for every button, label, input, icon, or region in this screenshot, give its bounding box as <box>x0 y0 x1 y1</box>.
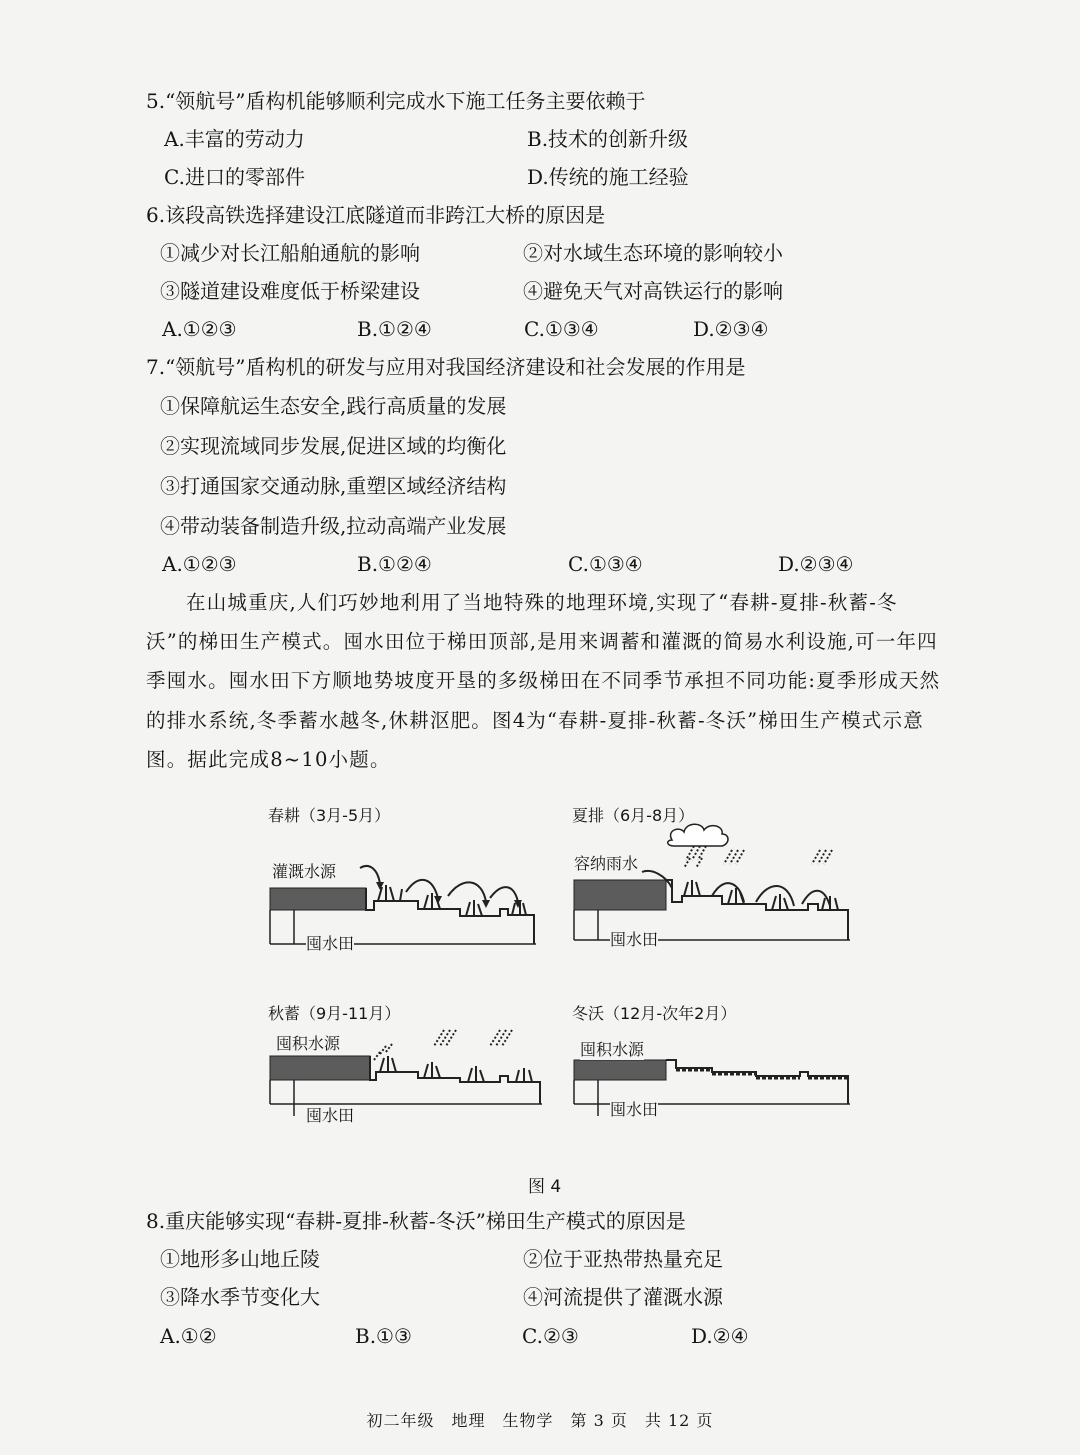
q6-statement-1: ①减少对长江船舶通航的影响 <box>160 241 420 265</box>
q7-option-d: D.②③④ <box>778 552 854 576</box>
q7-statement-4: ④带动装备制造升级,拉动高端产业发展 <box>160 514 507 538</box>
spring-title: 春耕（3月-5月） <box>268 806 391 825</box>
q5-option-c: C.进口的零部件 <box>164 165 305 189</box>
q7-option-a: A.①②③ <box>162 552 237 576</box>
winter-field-label: 囤水田 <box>610 1100 659 1119</box>
q8-statement-4: ④河流提供了灌溉水源 <box>523 1285 723 1309</box>
page-footer: 初二年级 地理 生物学 第 3 页 共 12 页 <box>366 1411 714 1430</box>
q6-option-b: B.①②④ <box>357 317 432 341</box>
passage-text: 在山城重庆,人们巧妙地利用了当地特殊的地理环境,实现了“春耕-夏排-秋蓄-冬沃”的梯田生产模式。囤水田位于梯田顶部,是用来调蓄和灌溉的简易水利设施,可一年四季囤水。囤水田下方顺地势坡度开垦的多级梯田在不同季节承担不同功能:夏季形成天然的排水系统,冬季蓄水越冬,休耕沤肥。图4为“春耕-夏排-秋蓄-冬沃”梯田生产模式示意图。据此完成8~10小题。 <box>146 591 941 771</box>
winter-title: 冬沃（12月-次年2月） <box>572 1004 737 1023</box>
diagram-autumn <box>268 1004 548 1124</box>
summer-title: 夏排（6月-8月） <box>572 806 695 825</box>
autumn-water-label: 囤积水源 <box>276 1034 341 1053</box>
q7-option-b: B.①②④ <box>357 552 432 576</box>
diagram-spring <box>268 806 548 956</box>
q6-statement-2: ②对水域生态环境的影响较小 <box>523 241 783 265</box>
q7-statement-3: ③打通国家交通动脉,重塑区域经济结构 <box>160 474 507 498</box>
winter-water-label: 囤积水源 <box>580 1040 645 1059</box>
q8-option-b: B.①③ <box>355 1324 412 1348</box>
q7-statement-1: ①保障航运生态安全,践行高质量的发展 <box>160 394 507 418</box>
q8-statement-1: ①地形多山地丘陵 <box>160 1247 320 1271</box>
passage <box>146 583 946 779</box>
q7-statement-2: ②实现流域同步发展,促进区域的均衡化 <box>160 434 507 458</box>
figure-caption: 图 4 <box>528 1177 562 1197</box>
q6-statement-3: ③隧道建设难度低于桥梁建设 <box>160 279 420 303</box>
q7-stem: 7.“领航号”盾构机的研发与应用对我国经济建设和社会发展的作用是 <box>146 355 746 379</box>
q5-option-d: D.传统的施工经验 <box>527 165 689 189</box>
q6-stem: 6.该段高铁选择建设江底隧道而非跨江大桥的原因是 <box>146 203 606 227</box>
autumn-field-label: 囤水田 <box>306 1106 355 1125</box>
q8-option-d: D.②④ <box>691 1324 749 1348</box>
q5-option-b: B.技术的创新升级 <box>527 127 689 151</box>
autumn-title: 秋蓄（9月-11月） <box>268 1004 401 1023</box>
diagram-winter <box>572 1004 862 1124</box>
q5-option-a: A.丰富的劳动力 <box>164 127 305 151</box>
spring-field-label: 囤水田 <box>306 934 355 953</box>
summer-field-label: 囤水田 <box>610 930 659 949</box>
q6-option-a: A.①②③ <box>162 317 237 341</box>
q8-statement-3: ③降水季节变化大 <box>160 1285 320 1309</box>
q6-option-c: C.①③④ <box>524 317 599 341</box>
q8-option-c: C.②③ <box>522 1324 579 1348</box>
q7-option-c: C.①③④ <box>568 552 643 576</box>
q5-stem: 5.“领航号”盾构机能够顺利完成水下施工任务主要依赖于 <box>146 89 646 113</box>
q6-option-d: D.②③④ <box>693 317 769 341</box>
q8-stem: 8.重庆能够实现“春耕-夏排-秋蓄-冬沃”梯田生产模式的原因是 <box>146 1209 686 1233</box>
q8-option-a: A.①② <box>160 1324 217 1348</box>
q6-statement-4: ④避免天气对高铁运行的影响 <box>523 279 783 303</box>
spring-water-source-label: 灌溉水源 <box>272 862 337 881</box>
diagram-summer <box>572 806 862 956</box>
summer-rain-label: 容纳雨水 <box>574 854 639 873</box>
q8-statement-2: ②位于亚热带热量充足 <box>523 1247 723 1271</box>
